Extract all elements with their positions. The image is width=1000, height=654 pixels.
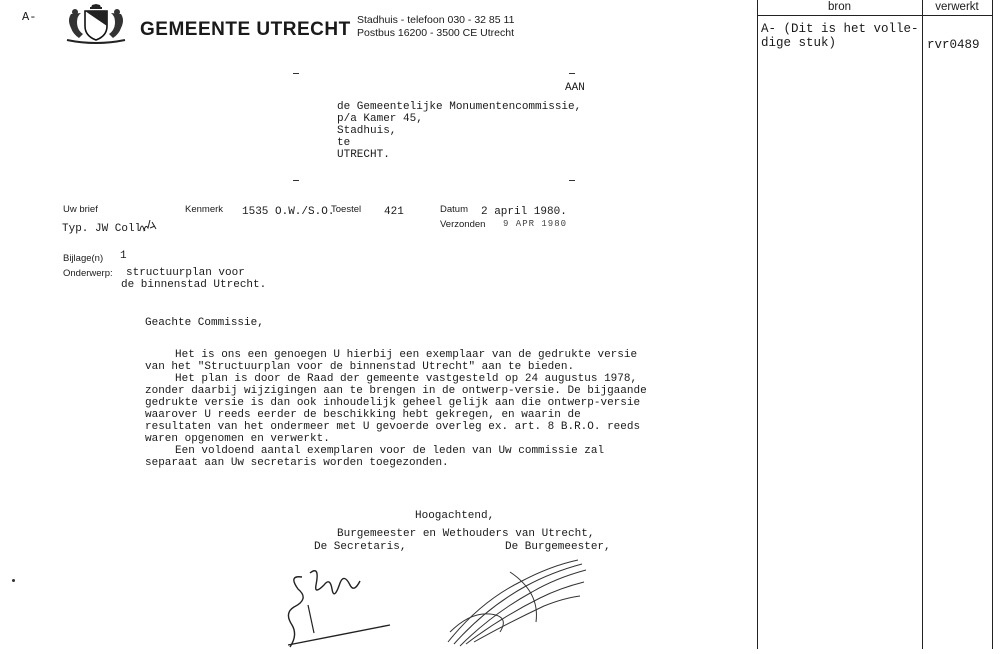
onderwerp-label: Onderwerp: [63,268,113,279]
paragraph-line: waren opgenomen en verwerkt. [145,433,330,445]
secretary-signature [280,555,400,654]
address-line: te [337,137,351,149]
table-border [757,0,758,649]
window-mark [569,180,575,181]
paragraph-line: zonder daarbij wijzigingen aan te brengen in de ontwerp-versie. De bijgaande [145,385,647,397]
table-border [922,0,923,649]
paragraph-line: separaat aan Uw secretaris worden toegezonden. [145,457,449,469]
window-mark [569,73,575,74]
uw-brief-value: Typ. JW Coll. [62,223,148,235]
column-header-bron: bron [827,1,852,13]
bijlage-value: 1 [120,250,127,262]
address-line: de Gemeentelijke Monumentencommissie, [337,101,582,113]
address-line: p/a Kamer 45, [337,113,423,125]
closing: Hoogachtend, [415,510,495,522]
org-name: GEMEENTE UTRECHT [140,19,351,40]
datum-label: Datum [440,204,468,215]
salutation: Geachte Commissie, [145,317,264,329]
table-border [757,15,993,16]
column-header-verwerkt: verwerkt [935,1,979,13]
secretary-title: De Secretaris, [314,541,407,553]
aan-label: AAN [565,82,585,94]
signatory-line: Burgemeester en Wethouders van Utrecht, [337,528,595,540]
onderwerp-line: structuurplan voor [126,267,245,279]
paragraph-line: gedrukte versie is dan ook inhoudelijk geheel gelijk aan die ontwerp-versie [145,397,641,409]
paragraph-line: Het plan is door de Raad der gemeente vastgesteld op 24 augustus 1978, [175,373,638,385]
mayor-signature [440,552,590,653]
paragraph-line: Het is ons een genoegen U hierbij een exemplaar van de gedrukte versie [175,349,638,361]
verzonden-stamp: 9 APR 1980 [503,219,568,229]
initials-scribble [138,218,158,239]
verzonden-label: Verzonden [440,219,486,230]
window-mark [293,73,299,74]
verwerkt-value: rvr0489 [927,38,980,52]
contact-line-2: Postbus 16200 - 3500 CE Utrecht [357,27,515,39]
speck [12,579,15,582]
paragraph-line: resultaten van het ondermeer met U gevoerde overleg ex. art. 8 B.R.O. reeds [145,421,641,433]
bron-line: dige stuk) [761,36,837,50]
address-line: UTRECHT. [337,149,390,161]
kenmerk-value: 1535 O.W./S.O. [242,206,335,218]
coat-of-arms-emblem [63,4,129,44]
mayor-title: De Burgemeester, [505,541,611,553]
toestel-value: 421 [384,206,404,218]
toestel-label: Toestel [331,204,362,215]
paragraph-line: waarover U reeds eerder de beschikking hebt gekregen, en waarin de [145,409,581,421]
uw-brief-label: Uw brief [63,204,98,215]
datum-value: 2 april 1980. [481,206,567,218]
onderwerp-line: de binnenstad Utrecht. [121,279,267,291]
paragraph-line: van het "Structuurplan voor de binnenstad Utrecht" aan te bieden. [145,361,575,373]
kenmerk-label: Kenmerk [185,204,224,215]
bron-line: A- (Dit is het volle- [761,22,919,36]
paragraph-line: Een voldoend aantal exemplaren voor de leden van Uw commissie zal [175,445,605,457]
margin-mark: A- [22,10,37,24]
table-border [992,0,993,649]
contact-line-1: Stadhuis - telefoon 030 - 32 85 11 [357,14,515,26]
window-mark [293,180,299,181]
address-line: Stadhuis, [337,125,397,137]
bijlage-label: Bijlage(n) [63,253,104,264]
